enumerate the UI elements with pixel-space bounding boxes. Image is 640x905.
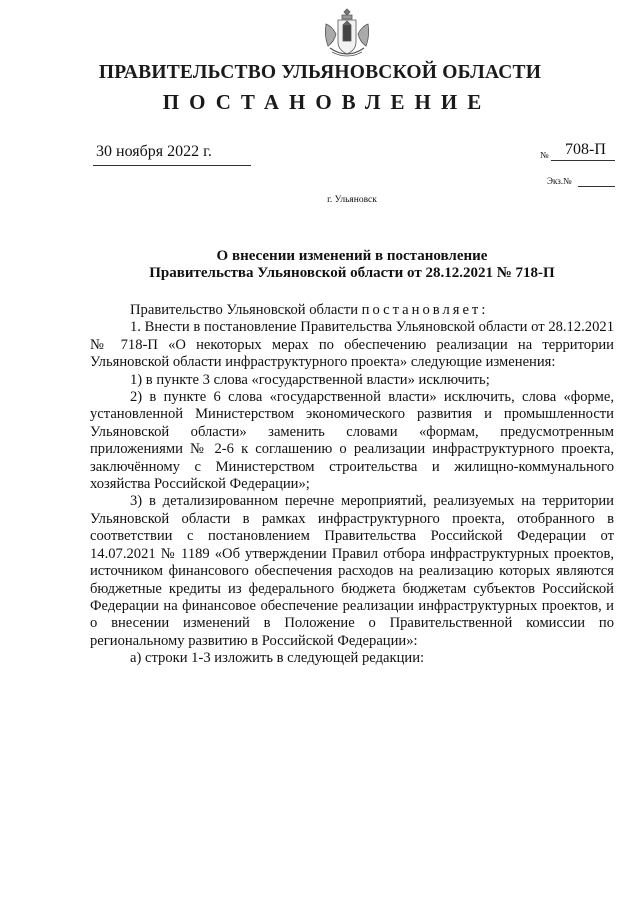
date-underline — [93, 165, 251, 166]
heading-line-2: Правительства Ульяновской области от 28.12.2021 № 718-П — [149, 265, 555, 281]
paragraph-1-item-3-a: а) строки 1-3 изложить в следующей редакции: — [130, 650, 425, 667]
number-label: № — [540, 150, 549, 160]
paragraph-1-item-1: 1) в пункте 3 слова «государственной власти» исключить; — [130, 371, 490, 388]
number-underline — [551, 160, 615, 161]
intro-colon: : — [481, 302, 486, 318]
government-title: ПРАВИТЕЛЬСТВО УЛЬЯНОВСКОЙ ОБЛАСТИ — [98, 62, 542, 83]
intro-text: Правительство Ульяновской области — [130, 302, 362, 318]
intro-decree-word: постановляет — [361, 302, 482, 318]
heading-line-1: О внесении изменений в постановление — [216, 248, 488, 264]
intro-paragraph — [90, 302, 614, 319]
paragraph-1-item-2: 2) в пункте 6 слова «государственной власти» исключить, слова «форме, установленной Министерством экономического развития и промышленности Ульяновской области» заменить словами «формам, предусмотренным приложениями № 2-6 к соглашению о реализации инфраструктурного проекта, заключённому с Министерством строительства и жилищно-коммунального хозяйства Российской Федерации»; — [90, 389, 614, 493]
document-date: 30 ноября 2022 г. — [96, 143, 212, 160]
city: г. Ульяновск — [327, 195, 377, 205]
document-number: 708-П — [565, 141, 606, 158]
coat-of-arms-icon — [322, 6, 372, 60]
copy-number-underline — [578, 186, 615, 187]
document-heading — [0, 248, 640, 282]
copy-number-label: Экз.№ — [547, 176, 572, 186]
document-type: ПОСТАНОВЛЕНИЕ — [162, 90, 492, 114]
paragraph-1: 1. Внести в постановление Правительства Ульяновской области от 28.12.2021 № 718-П «О некоторых мерах по обеспечению реализации на территории Ульяновской области инфраструктурного проекта» следующие изменения: — [90, 319, 614, 371]
paragraph-1-item-3: 3) в детализированном перечне мероприятий, реализуемых на территории Ульяновской области в рамках инфраструктурного проекта, отобранного в соответствии с постановлением Правительства Российской Федерации от 14.07.2021 № 1189 «Об утверждении Правил отбора инфраструктурных проектов, источником финансового обеспечения расходов на реализацию которых являются бюджетные кредиты из федерального бюджета бюджетам субъектов Российской Федерации на финансовое обеспечение реализации инфраструктурных проектов, и о внесении изменений в Положение о Правительственной комиссии по региональному развитию в Российской Федерации»: — [90, 493, 614, 649]
document-body — [90, 302, 614, 668]
